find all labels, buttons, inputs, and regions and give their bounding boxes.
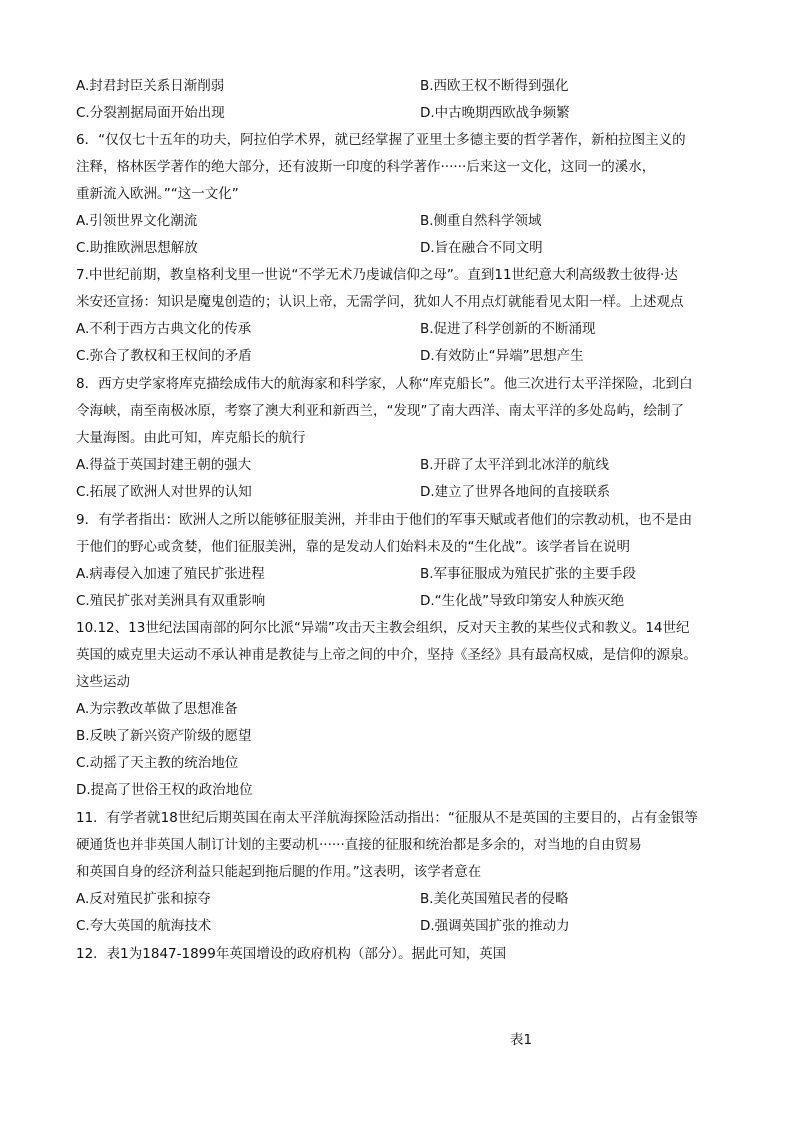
q6-option-b: B.侧重自然科学领域 <box>420 213 542 229</box>
q11-option-a: A.反对殖民扩张和掠夺 <box>76 891 211 907</box>
q9-option-d: D.“生化战”导致印第安人种族灭绝 <box>420 593 625 609</box>
q10-stem-line-3: 这些运动 <box>76 674 130 690</box>
q11-option-d: D.强调英国扩张的推动力 <box>420 918 570 934</box>
q6-option-d: D.旨在融合不同文明 <box>420 240 543 256</box>
q11-stem-line-3: 和英国自身的经济利益只能起到拖后腿的作用。”这表明，该学者意在 <box>76 864 482 880</box>
q11-option-c: C.夸大英国的航海技术 <box>76 918 212 934</box>
q10-option-b: B.反映了新兴资产阶级的愿望 <box>76 728 252 744</box>
q6-stem-line-1: 6．“仅仅七十五年的功夫，阿拉伯学术界，就已经掌握了亚里士多德主要的哲学著作，新柏拉图主义的 <box>76 132 686 148</box>
q10-option-d: D.提高了世俗王权的政治地位 <box>76 782 253 798</box>
q5-option-c: C.分裂割据局面开始出现 <box>76 105 225 121</box>
q8-option-b: B.开辟了太平洋到北冰洋的航线 <box>420 457 610 473</box>
q8-stem-line-2: 令海峡，南至南极冰原，考察了澳大利亚和新西兰，“发现”了南大西洋、南太平洋的多处岛屿，绘制了 <box>76 403 684 419</box>
q8-option-c: C.拓展了欧洲人对世界的认知 <box>76 484 252 500</box>
q8-option-a: A.得益于英国封建王朝的强大 <box>76 457 252 473</box>
q11-stem-line-2: 硬通货也并非英国人制订计划的主要动机······直接的征服和统治都是多余的，对当地的自由贸易 <box>76 837 642 853</box>
q7-stem-line-2: 米安还宣扬：知识是魔鬼创造的；认识上帝，无需学问，犹如人不用点灯就能看见太阳一样。上述观点 <box>76 294 684 310</box>
q8-option-d: D.建立了世界各地间的直接联系 <box>420 484 611 500</box>
q6-stem-line-2: 注释，格林医学著作的绝大部分，还有波斯一印度的科学著作······后来这一文化，这同一的溪水， <box>76 159 656 175</box>
q9-option-c: C.殖民扩张对美洲具有双重影响 <box>76 593 266 609</box>
q7-option-b: B.促进了科学创新的不断涌现 <box>420 321 596 337</box>
q9-stem-line-2: 于他们的野心或贪婪，他们征服美洲，靠的是发动人们始料未及的“生化战”。该学者旨在说明 <box>76 539 630 555</box>
q10-stem-line-2: 英国的威克里夫运动不承认神甫是教徒与上帝之间的中介，坚持《圣经》具有最高权威，是信仰的源泉。 <box>76 647 697 663</box>
q10-option-c: C.动摇了天主教的统治地位 <box>76 755 239 771</box>
table-caption: 表1 <box>510 1032 533 1048</box>
q7-option-c: C.弥合了教权和王权间的矛盾 <box>76 348 252 364</box>
q5-option-d: D.中古晚期西欧战争频繁 <box>420 105 570 121</box>
q9-option-b: B.军事征服成为殖民扩张的主要手段 <box>420 566 637 582</box>
q11-stem-line-1: 11．有学者就18世纪后期英国在南太平洋航海探险活动指出：“征服从不是英国的主要目的，占有金银等 <box>76 810 698 826</box>
q11-option-b: B.美化英国殖民者的侵略 <box>420 891 569 907</box>
q7-stem-line-1: 7.中世纪前期，教皇格利戈里一世说“不学无术乃虔诚信仰之母”。直到11世纪意大利高级教士彼得·达 <box>76 267 678 283</box>
q5-option-a: A.封君封臣关系日渐削弱 <box>76 78 225 94</box>
q9-stem-line-1: 9．有学者指出：欧洲人之所以能够征服美洲，并非由于他们的军事天赋或者他们的宗教动机，也不是由 <box>76 512 693 528</box>
q6-option-c: C.助推欧洲思想解放 <box>76 240 198 256</box>
q7-option-a: A.不利于西方古典文化的传承 <box>76 321 252 337</box>
q8-stem-line-1: 8．西方史学家将库克描绘成伟大的航海家和科学家，人称“库克船长”。他三次进行太平洋探险，北到白 <box>76 376 693 392</box>
q8-stem-line-3: 大量海图。由此可知，库克船长的航行 <box>76 430 306 446</box>
q9-option-a: A.病毒侵入加速了殖民扩张进程 <box>76 566 265 582</box>
q10-stem-line-1: 10.12、13世纪法国南部的阿尔比派“异端”攻击天主教会组织，反对天主教的某些仪式和教义。14世纪 <box>76 620 690 636</box>
q6-option-a: A.引领世界文化潮流 <box>76 213 198 229</box>
q7-option-d: D.有效防止“异端”思想产生 <box>420 348 584 364</box>
q5-option-b: B.西欧王权不断得到强化 <box>420 78 569 94</box>
q12-stem-line-1: 12．表1为1847-1899年英国增设的政府机构（部分）。据此可知，英国 <box>76 946 507 962</box>
q6-stem-line-3: 重新流入欧洲。”“这一文化” <box>76 186 239 202</box>
q10-option-a: A.为宗教改革做了思想准备 <box>76 701 238 717</box>
